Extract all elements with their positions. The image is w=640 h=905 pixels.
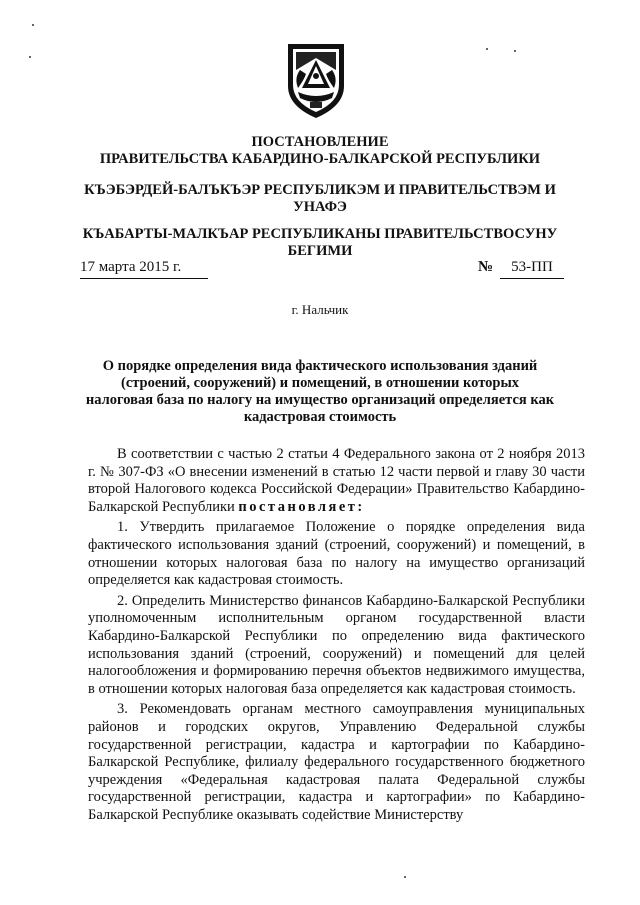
document-date: 17 марта 2015 г. bbox=[80, 259, 208, 279]
subject-line: О порядке определения вида фактического использования зданий bbox=[102, 358, 538, 374]
title-balkar bbox=[60, 226, 580, 260]
scan-speck bbox=[404, 876, 406, 878]
subject-line: кадастровая стоимость bbox=[243, 409, 397, 425]
scan-speck bbox=[514, 50, 516, 52]
preamble-paragraph bbox=[88, 446, 585, 516]
document-title bbox=[60, 134, 580, 168]
document-number: 53-ПП bbox=[500, 259, 564, 279]
title-line: УНАФЭ bbox=[293, 199, 347, 215]
decree-colon: : bbox=[357, 498, 363, 515]
subject-line: (строений, сооружений) и помещений, в отношении которых bbox=[120, 375, 520, 391]
decree-word: постановляет bbox=[238, 498, 358, 515]
city: г. Нальчик bbox=[291, 302, 349, 317]
item-3: 3. Рекомендовать органам местного самоуправления муниципальных районов и городских округов, Управлению Федеральной службы государственной регистрации, кадастра и картографии по Кабардино-Балкарской Республике, филиалу федерального государственного бюджетного учреждения «Федеральная кадастровая палата Федеральной службы государственной регистрации, кадастра и картографии» по Кабардино-Балкарской Республике оказывать содействие Министерству bbox=[88, 701, 585, 823]
title-line: БЕГИМИ bbox=[287, 243, 353, 259]
title-kabardian bbox=[60, 182, 580, 216]
preamble-text: В соответствии с частью 2 статьи 4 Федерального закона от 2 ноября 2013 г. № 307-ФЗ «О внесении изменений в статью 12 части первой и главу 30 части второй Налогового кодекса Российской Федерации» Правительство Кабардино-Балкарской Республики bbox=[88, 446, 585, 515]
title-line: ПОСТАНОВЛЕНИЕ bbox=[251, 134, 389, 150]
number-sign: № bbox=[478, 259, 494, 275]
title-line: ПРАВИТЕЛЬСТВА КАБАРДИНО-БАЛКАРСКОЙ РЕСПУБЛИКИ bbox=[99, 151, 541, 167]
coat-of-arms-icon bbox=[284, 40, 348, 120]
title-line: КЪЭБЭРДЕЙ-БАЛЪКЪЭР РЕСПУБЛИКЭМ И ПРАВИТЕЛЬСТВЭМ И bbox=[84, 182, 556, 198]
document-subject bbox=[80, 358, 560, 426]
scan-speck bbox=[29, 56, 31, 58]
item-1: 1. Утвердить прилагаемое Положение о порядке определения вида фактического использования зданий (строений, сооружений) и помещений, в отношении которых налоговая база по налогу на имущество организаций определяется как кадастровая стоимость. bbox=[88, 519, 585, 589]
title-line: КЪАБАРТЫ-МАЛКЪАР РЕСПУБЛИКАНЫ ПРАВИТЕЛЬСТВОСУНУ bbox=[82, 226, 558, 242]
scan-speck bbox=[32, 24, 34, 26]
document-body bbox=[88, 446, 585, 827]
date-number-row bbox=[80, 259, 560, 283]
scan-speck bbox=[486, 48, 488, 50]
subject-line: налоговая база по налогу на имущество организаций определяется как bbox=[85, 392, 555, 408]
item-2: 2. Определить Министерство финансов Кабардино-Балкарской Республики уполномоченным исполнительным органом государственной власти Кабардино-Балкарской Республики по определению вида фактического использования зданий (строений, сооружений) и помещений для целей налогообложения и формированию перечня объектов недвижимого имущества, в отношении которых налоговая база определяется как кадастровая стоимость. bbox=[88, 592, 585, 697]
